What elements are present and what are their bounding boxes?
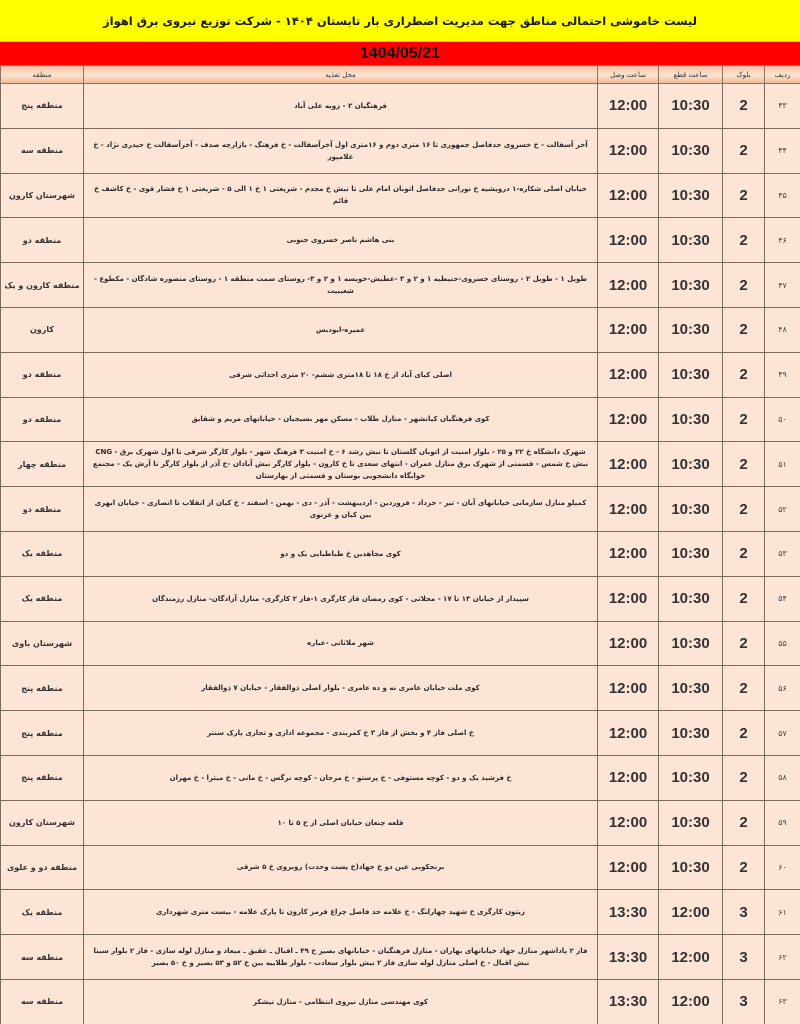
region-cell: منطقه دو (1, 352, 84, 397)
table-row (1, 173, 800, 218)
connect-time-cell: 12:00 (598, 487, 659, 532)
connect-time-cell: 12:00 (598, 531, 659, 576)
block-cell: 2 (723, 397, 765, 442)
column-header-block: بلوک (723, 66, 765, 84)
cut-time-cell: 10:30 (659, 397, 723, 442)
block-cell: 2 (723, 666, 765, 711)
region-cell: منطقه دو و علوی (1, 845, 84, 890)
row-number-cell: ۵۳ (765, 531, 800, 576)
table-row (1, 352, 800, 397)
table-row (1, 442, 800, 487)
row-number-cell: ۵۵ (765, 621, 800, 666)
location-cell: اصلی کیای آباد از خ ۱۸ تا ۱۸متری ششم- ۲۰ متری احداثی شرقی (84, 352, 598, 397)
connect-time-cell: 12:00 (598, 128, 659, 173)
location-cell: فاز ۲ پاداشهر منازل جهاد خیابانهای بهاران - منازل فرهنگیان - خیابانهای بصیر خ ۴۹ ـ اقبال ـ عقیق ـ میعاد و منازل لوله سازی - فاز ۲ بلوار سینا نبش اقبال - خ اصلی منازل لوله سازی فاز ۲ نبش بلوار سعادت - بلوار طلاییه بین خ ۵۲ و ۵۳ بصیر و خ ۵۰ بصیر (84, 935, 598, 980)
location-cell: بنی هاشم ناصر خسروی جنوبی (84, 218, 598, 263)
row-number-cell: ۵۹ (765, 800, 800, 845)
column-header-cut-time: ساعت قطع (659, 66, 723, 84)
table-row (1, 621, 800, 666)
location-cell: شهرک دانشگاه خ ۲۲ و ۲۵ - بلوار امنیت از اتوبان گلستان تا نبش رشد ۶ - خ امنیت ۳ فرهنگ شهر - بلوار کارگر شرقی تا اول شهرک برق - CNG نبش خ شمس - قسمتی از شهرک برق منازل عمران - انتهای سعدی تا خ کارون - بلوار کارگر نبش آبادان -خ آذر از بلوار کارگر تا آرش یک - مجتمع خوابگاه دانشجویی بوستان و قسمتی از بهارستان (84, 442, 598, 487)
region-cell: منطقه سه (1, 935, 84, 980)
region-cell: منطقه یک (1, 890, 84, 935)
row-number-cell: ۴۴ (765, 128, 800, 173)
location-cell: آخر آسفالت - خ خسروی حدفاصل جمهوری تا ۱۶ متری دوم و ۱۶متری اول آخرآسفالت - خ فرهنگ - بازارچه صدف - آخرآسفالت خ حیدری نژاد - خ غلامپور (84, 128, 598, 173)
cut-time-cell: 10:30 (659, 352, 723, 397)
cut-time-cell: 10:30 (659, 84, 723, 129)
region-cell: منطقه یک (1, 576, 84, 621)
location-cell: کوی مجاهدین خ طباطبایی یک و دو (84, 531, 598, 576)
row-number-cell: ۴۹ (765, 352, 800, 397)
region-cell: شهرستان باوی (1, 621, 84, 666)
page-title: لیست خاموشی احتمالی مناطق جهت مدیریت اضطراری بار تابستان ۱۴۰۴ - شرکت توزیع نیروی برق اهواز (0, 0, 800, 42)
row-number-cell: ۵۴ (765, 576, 800, 621)
location-cell: سپیدار از خیابان ۱۳ تا ۱۷ - محلاتی - کوی رمضان فاز کارگری ۱-فاز ۲ کارگری- منازل آزادگان- منازل رزمندگان (84, 576, 598, 621)
table-row (1, 128, 800, 173)
connect-time-cell: 13:30 (598, 935, 659, 980)
location-cell: کوی مهندسی منازل نیروی انتظامی - منازل نیشکر (84, 979, 598, 1024)
connect-time-cell: 12:00 (598, 666, 659, 711)
table-row (1, 576, 800, 621)
region-cell: منطقه سه (1, 979, 84, 1024)
cut-time-cell: 12:00 (659, 935, 723, 980)
cut-time-cell: 10:30 (659, 442, 723, 487)
table-row (1, 800, 800, 845)
region-cell: منطقه پنج (1, 755, 84, 800)
row-number-cell: ۵۱ (765, 442, 800, 487)
table-row (1, 979, 800, 1024)
block-cell: 3 (723, 935, 765, 980)
table-row (1, 531, 800, 576)
connect-time-cell: 12:00 (598, 84, 659, 129)
cut-time-cell: 10:30 (659, 845, 723, 890)
column-header-location: محل تغذیه (84, 66, 598, 84)
block-cell: 2 (723, 711, 765, 756)
outage-table (0, 65, 800, 1024)
cut-time-cell: 10:30 (659, 487, 723, 532)
cut-time-cell: 10:30 (659, 263, 723, 308)
cut-time-cell: 10:30 (659, 173, 723, 218)
cut-time-cell: 10:30 (659, 576, 723, 621)
column-header-row-number: ردیف (765, 66, 800, 84)
region-cell: منطقه سه (1, 128, 84, 173)
row-number-cell: ۴۳ (765, 84, 800, 129)
location-cell: خ اصلی فاز ۴ و بخش از فاز ۳ خ کمربندی - مجموعه اداری و تجاری پارک سنتر (84, 711, 598, 756)
connect-time-cell: 12:00 (598, 263, 659, 308)
table-row (1, 845, 800, 890)
location-cell: شهر ملاثانی -عباره (84, 621, 598, 666)
location-cell: زیتون کارگری خ شهید چهارلنگ - خ علامه حد فاصل چراغ قرمز کارون تا پارک علامه - بیست متری شهرداری (84, 890, 598, 935)
cut-time-cell: 10:30 (659, 128, 723, 173)
cut-time-cell: 10:30 (659, 531, 723, 576)
region-cell: منطقه پنج (1, 84, 84, 129)
connect-time-cell: 12:00 (598, 173, 659, 218)
row-number-cell: ۴۷ (765, 263, 800, 308)
connect-time-cell: 13:30 (598, 979, 659, 1024)
column-header-region: منطقه (1, 66, 84, 84)
block-cell: 2 (723, 263, 765, 308)
table-row (1, 218, 800, 263)
region-cell: منطقه دو (1, 487, 84, 532)
block-cell: 3 (723, 890, 765, 935)
cut-time-cell: 12:00 (659, 979, 723, 1024)
row-number-cell: ۴۸ (765, 307, 800, 352)
connect-time-cell: 12:00 (598, 621, 659, 666)
region-cell: شهرستان کارون (1, 173, 84, 218)
row-number-cell: ۶۱ (765, 890, 800, 935)
connect-time-cell: 12:00 (598, 352, 659, 397)
region-cell: منطقه یک (1, 531, 84, 576)
block-cell: 2 (723, 755, 765, 800)
table-row (1, 666, 800, 711)
region-cell: شهرستان کارون (1, 800, 84, 845)
row-number-cell: ۵۰ (765, 397, 800, 442)
connect-time-cell: 12:00 (598, 307, 659, 352)
block-cell: 2 (723, 576, 765, 621)
block-cell: 3 (723, 979, 765, 1024)
region-cell: منطقه پنج (1, 666, 84, 711)
location-cell: کوی ملت خیابان عامری نه و ده عامری - بلوار اصلی ذوالفقار - خیابان ۷ ذوالفقار (84, 666, 598, 711)
region-cell: منطقه کارون و یک (1, 263, 84, 308)
table-row (1, 755, 800, 800)
block-cell: 2 (723, 621, 765, 666)
cut-time-cell: 10:30 (659, 711, 723, 756)
connect-time-cell: 12:00 (598, 442, 659, 487)
cut-time-cell: 10:30 (659, 621, 723, 666)
table-row (1, 711, 800, 756)
location-cell: عمیره-ابودبس (84, 307, 598, 352)
row-number-cell: ۵۲ (765, 487, 800, 532)
region-cell: منطقه دو (1, 397, 84, 442)
cut-time-cell: 10:30 (659, 800, 723, 845)
block-cell: 2 (723, 84, 765, 129)
schedule-date: 1404/05/21 (0, 42, 800, 65)
table-row (1, 890, 800, 935)
region-cell: کارون (1, 307, 84, 352)
connect-time-cell: 12:00 (598, 845, 659, 890)
connect-time-cell: 12:00 (598, 711, 659, 756)
block-cell: 2 (723, 487, 765, 532)
row-number-cell: ۶۳ (765, 979, 800, 1024)
column-header-connect-time: ساعت وصل (598, 66, 659, 84)
connect-time-cell: 12:00 (598, 218, 659, 263)
connect-time-cell: 13:30 (598, 890, 659, 935)
location-cell: قلعه چنعان خیابان اصلی از خ ۵ تا ۱۰ (84, 800, 598, 845)
block-cell: 2 (723, 531, 765, 576)
cut-time-cell: 10:30 (659, 218, 723, 263)
block-cell: 2 (723, 352, 765, 397)
table-row (1, 307, 800, 352)
region-cell: منطقه پنج (1, 711, 84, 756)
region-cell: منطقه چهار (1, 442, 84, 487)
cut-time-cell: 10:30 (659, 307, 723, 352)
row-number-cell: ۵۷ (765, 711, 800, 756)
block-cell: 2 (723, 218, 765, 263)
row-number-cell: ۴۵ (765, 173, 800, 218)
location-cell: برنجکوبی عین دو خ جهاد(خ پست وحدت) روبروی خ ۵ شرقی (84, 845, 598, 890)
block-cell: 2 (723, 128, 765, 173)
location-cell: طویل ۱ - طویل ۲ - روستای خسروی-حنیطیه ۱ و ۲ و ۳ -عطیش-خویسه ۱ و ۲ و ۳- روستای سمت منطقه ۱ - روستای منصوره شادگان - مکطوع - شعیبیت (84, 263, 598, 308)
connect-time-cell: 12:00 (598, 800, 659, 845)
location-cell: خیابان اصلی شکاره-۱ درویشیه خ نورانی حدفاصل اتوبان امام علی تا نبش خ مجدم - شریعتی ۱ خ ۱ الی ۵ - شریعتی ۱ خ فشار قوی - خ کاشف خ قائم (84, 173, 598, 218)
location-cell: کمپلو منازل سازمانی خیابانهای آبان - تیر - خرداد - فروردین - اردیبهشت - آذر - دی - بهمن - اسفند - خ کیان از انقلاب تا انصاری - خیابان ابهری بین کیان و غزنوی (84, 487, 598, 532)
block-cell: 2 (723, 845, 765, 890)
table-row (1, 263, 800, 308)
row-number-cell: ۵۸ (765, 755, 800, 800)
row-number-cell: ۴۶ (765, 218, 800, 263)
row-number-cell: ۵۶ (765, 666, 800, 711)
connect-time-cell: 12:00 (598, 755, 659, 800)
region-cell: منطقه دو (1, 218, 84, 263)
table-row (1, 935, 800, 980)
block-cell: 2 (723, 442, 765, 487)
cut-time-cell: 10:30 (659, 755, 723, 800)
block-cell: 2 (723, 307, 765, 352)
location-cell: فرهنگیان ۲ - زویه علی آباد (84, 84, 598, 129)
cut-time-cell: 10:30 (659, 666, 723, 711)
block-cell: 2 (723, 800, 765, 845)
table-header-row (1, 66, 800, 84)
location-cell: کوی فرهنگیان کیانشهر - منازل طلاب - مسکن مهر بسیجیان - خیابانهای مریم و شقایق (84, 397, 598, 442)
table-row (1, 84, 800, 129)
connect-time-cell: 12:00 (598, 576, 659, 621)
row-number-cell: ۶۰ (765, 845, 800, 890)
table-row (1, 397, 800, 442)
location-cell: خ فرشید یک و دو - کوچه مستوفی - خ پرستو - خ مرجان - کوچه نرگس - خ مانی - خ میترا - خ مهران (84, 755, 598, 800)
row-number-cell: ۶۲ (765, 935, 800, 980)
table-row (1, 487, 800, 532)
connect-time-cell: 12:00 (598, 397, 659, 442)
cut-time-cell: 12:00 (659, 890, 723, 935)
block-cell: 2 (723, 173, 765, 218)
